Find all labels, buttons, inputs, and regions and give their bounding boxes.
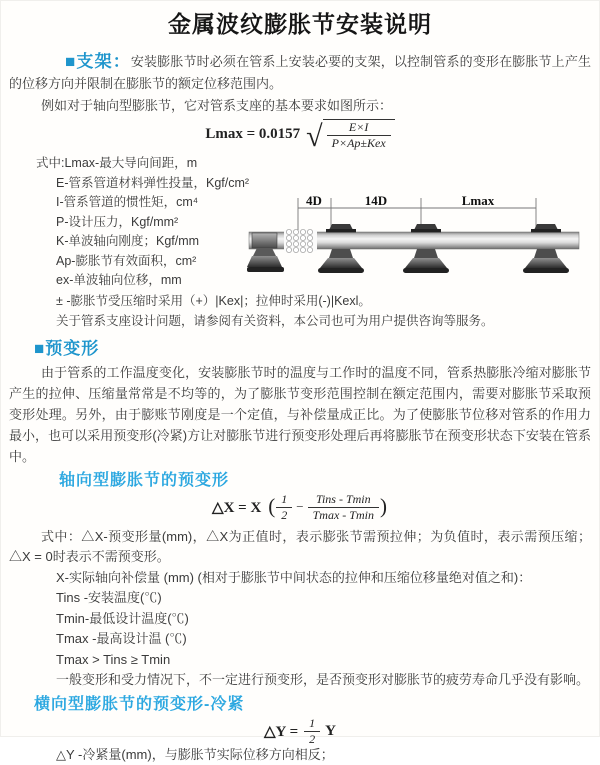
variable-item: 式中:Lmax-最大导向间距，m <box>36 154 599 174</box>
radical-sign: √ <box>306 122 322 152</box>
variable-item: Ap-膨胀节有效面积，cm² <box>36 252 599 272</box>
support-example-line: 例如对于轴向型膨胀节，它对管系支座的基本要求如图所示： <box>9 95 591 117</box>
section-header-support: ■支架： <box>65 52 131 71</box>
axial-explanation-line: 式中：△X-预变形量(mm)，△X为正值时，表示膨张节需预拉伸；为负值时，表示需预压缩；△X = 0时表示不需预变形。 <box>9 527 591 568</box>
variable-item: P-设计压力，Kgf/mm² <box>36 213 599 233</box>
pipe-support-diagram-svg <box>249 194 599 289</box>
formula2-frac1-num: 1 <box>276 493 292 508</box>
page-title: 金属波纹膨胀节安装说明 <box>1 9 599 39</box>
axial-explanation-line: Tmin-最低设计温度(℃) <box>56 609 591 630</box>
formula3-lhs: △Y = <box>264 722 298 741</box>
formula3-rhs: Y <box>325 723 336 740</box>
formula-lmax <box>1 119 599 153</box>
left-paren: ( <box>267 494 276 519</box>
lateral-explanation-line: △Y -冷紧量(mm)，与膨胀节实际位移方向相反； <box>56 745 591 765</box>
formula2-frac2-num: Tins - Tmin <box>308 493 379 508</box>
support-paragraph-text: 安装膨胀节时必须在管系上安装必要的支架，以控制管系的变形在膨胀节上产生的位移方向并限制在膨胀节的额定位移范围内。 <box>9 54 591 91</box>
pipe-support-diagram <box>249 194 599 289</box>
axial-explanation-line: 一般变形和受力情况下，不一定进行预变形，是否预变形对膨胀节的疲劳寿命几乎没有影响。 <box>56 670 591 691</box>
formula-lmax-radicand <box>323 119 395 150</box>
axial-explanation-line: Tins -安装温度(℃) <box>56 588 591 609</box>
formula3-den: 2 <box>304 732 320 746</box>
axial-explanation-line: Tmax -最高设计温 (℃) <box>56 629 591 650</box>
formula-lmax-lhs: Lmax = 0.0157 <box>205 126 300 143</box>
formula2-frac1-den: 2 <box>276 508 292 522</box>
variable-item: K-单波轴向刚度；Kgf/mm <box>36 232 599 252</box>
dim-label-lmax: Lmax <box>462 193 495 208</box>
formula-lateral-coldtight <box>1 717 599 745</box>
formula2-lhs: △X = X <box>212 498 261 517</box>
formula2-frac2-den: Tmax - Tmin <box>308 508 379 522</box>
plus-minus-note: ± -膨胀节受压缩时采用（+）|Kex|；拉伸时采用(-)|Kexl。 <box>56 291 591 312</box>
formula-lmax-denominator: P×Ap±Kex <box>327 136 391 150</box>
axial-explanation-line: Tmax > Tins ≥ Tmin <box>56 650 591 671</box>
formula-axial-predeform <box>1 493 599 527</box>
support-paragraph <box>9 51 591 95</box>
variable-item: I-管系管道的惯性矩，cm⁴ <box>36 193 599 213</box>
minus-sign: − <box>292 499 307 515</box>
formula3-num: 1 <box>304 717 320 732</box>
subsection-title-axial: 轴向型膨胀节的预变形 <box>59 471 599 491</box>
bellows-icon <box>284 229 317 252</box>
formula-lmax-numerator: E×I <box>327 121 391 136</box>
variable-item: ex-单波轴向位移，mm <box>36 271 599 291</box>
predeform-paragraph: 由于管系的工作温度变化，安装膨胀节时的温度与工作时的温度不同，管系热膨胀冷缩对膨胀节产生的拉伸、压缩量常常是不均等的，为了膨胀节变形范围控制在额定范围内，需要对膨胀节采取预变形处理。另外，由于膨账节刚度是一个定值，与补偿量成正比。为了使膨胀节位移对管系的作用力最小，也可以采用预变形(冷紧)方让对膨胀节进行预变形处理后再将膨胀节在预变形状态下安装在管系中。 <box>9 362 591 467</box>
consulting-note: 关于管系支座设计问题，请参阅有关资料，本公司也可为用户提供咨询等服务。 <box>56 311 591 332</box>
right-paren: ) <box>379 494 388 519</box>
dim-label-14d: 14D <box>365 193 387 208</box>
section-header-predeform: ■预变形 <box>34 338 599 360</box>
axial-explanation-line: X-实际轴向补偿量 (mm) (相对于膨胀节中间状态的拉伸和压缩位移量绝对值之和)： <box>56 568 591 589</box>
variable-item: E-管系管道材料弹性投量，Kgf/cm² <box>36 174 599 194</box>
subsection-title-lateral: 横向型膨胀节的预变形-冷紧 <box>34 695 599 715</box>
dim-label-4d: 4D <box>306 193 322 208</box>
